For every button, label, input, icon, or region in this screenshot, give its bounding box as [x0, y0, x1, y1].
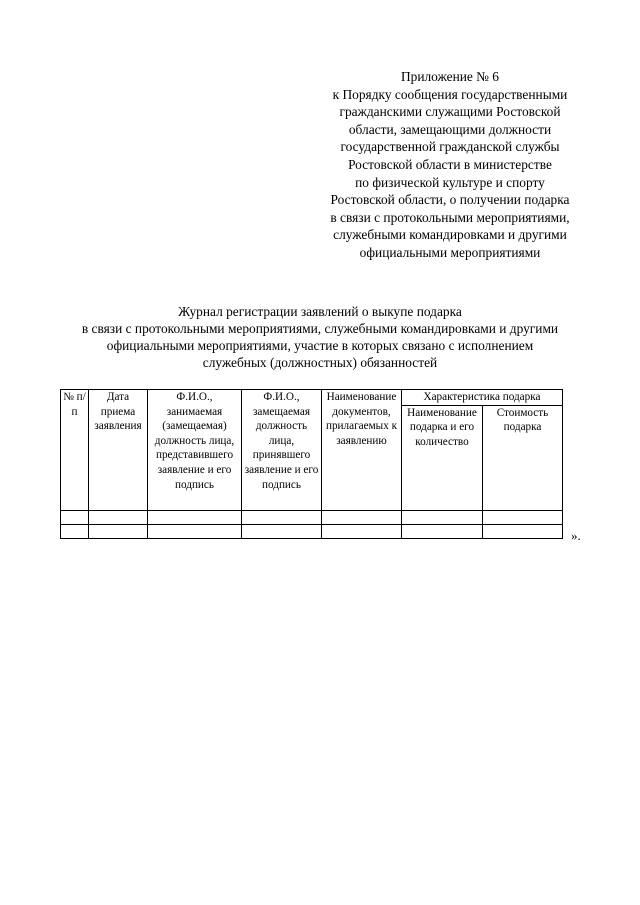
appendix-line: служебными командировками и другими: [333, 227, 567, 243]
header-date: Дата приема заявления: [89, 390, 148, 511]
journal-title-line: в связи с протокольными мероприятиями, служебными командировками и другими: [81, 321, 559, 336]
header-documents: Наименование документов, прилагаемых к заявлению: [322, 390, 402, 511]
appendix-header: [300, 68, 600, 262]
journal-title-line: Журнал регистрации заявлений о выкупе подарка: [178, 304, 462, 319]
closing-quote: ».: [571, 528, 581, 543]
appendix-line: государственной гражданской службы: [340, 139, 560, 155]
journal-title-line: служебных (должностных) обязанностей: [202, 355, 438, 370]
table-header-row: [61, 390, 563, 406]
table-cell[interactable]: [322, 510, 402, 524]
table-cell[interactable]: [322, 524, 402, 538]
table-row: [61, 510, 563, 524]
table-cell[interactable]: [89, 524, 148, 538]
appendix-line: официальными мероприятиями: [359, 244, 541, 260]
journal-title: [0, 303, 640, 371]
table-cell[interactable]: [148, 510, 242, 524]
appendix-line: Ростовской области, о получении подарка: [330, 192, 570, 208]
table-cell[interactable]: [61, 510, 89, 524]
table-cell[interactable]: [242, 510, 322, 524]
appendix-line: к Порядку сообщения государственными: [332, 86, 568, 102]
table-cell[interactable]: [402, 510, 483, 524]
header-gift-name: Наименование подарка и его количество: [402, 405, 483, 510]
table-cell[interactable]: [148, 524, 242, 538]
header-num: № п/п: [61, 390, 89, 511]
appendix-line: области, замещающими должности: [348, 121, 552, 137]
appendix-line: по физической культуре и спорту: [355, 174, 545, 190]
table-cell[interactable]: [89, 510, 148, 524]
table-cell[interactable]: [61, 524, 89, 538]
appendix-line: гражданскими служащими Ростовской: [339, 104, 561, 120]
header-gift-cost: Стоимость подарка: [483, 405, 563, 510]
appendix-line: Приложение № 6: [400, 69, 500, 84]
header-receiver: Ф.И.О., замещаемая должность лица, принявшего заявление и его подпись: [242, 390, 322, 511]
table-row: [61, 524, 563, 538]
table-cell[interactable]: [242, 524, 322, 538]
header-applicant: Ф.И.О., занимаемая (замещаемая) должность лица, представившего заявление и его подпись: [148, 390, 242, 511]
registration-table: [60, 389, 563, 539]
appendix-line: Ростовской области в министерстве: [348, 156, 552, 172]
appendix-line: в связи с протокольными мероприятиями,: [330, 209, 570, 225]
table-cell[interactable]: [402, 524, 483, 538]
journal-title-line: официальными мероприятиями, участие в которых связано с исполнением: [106, 338, 534, 353]
table-cell[interactable]: [483, 524, 563, 538]
header-gift-group: Характеристика подарка: [402, 390, 563, 406]
table-cell[interactable]: [483, 510, 563, 524]
